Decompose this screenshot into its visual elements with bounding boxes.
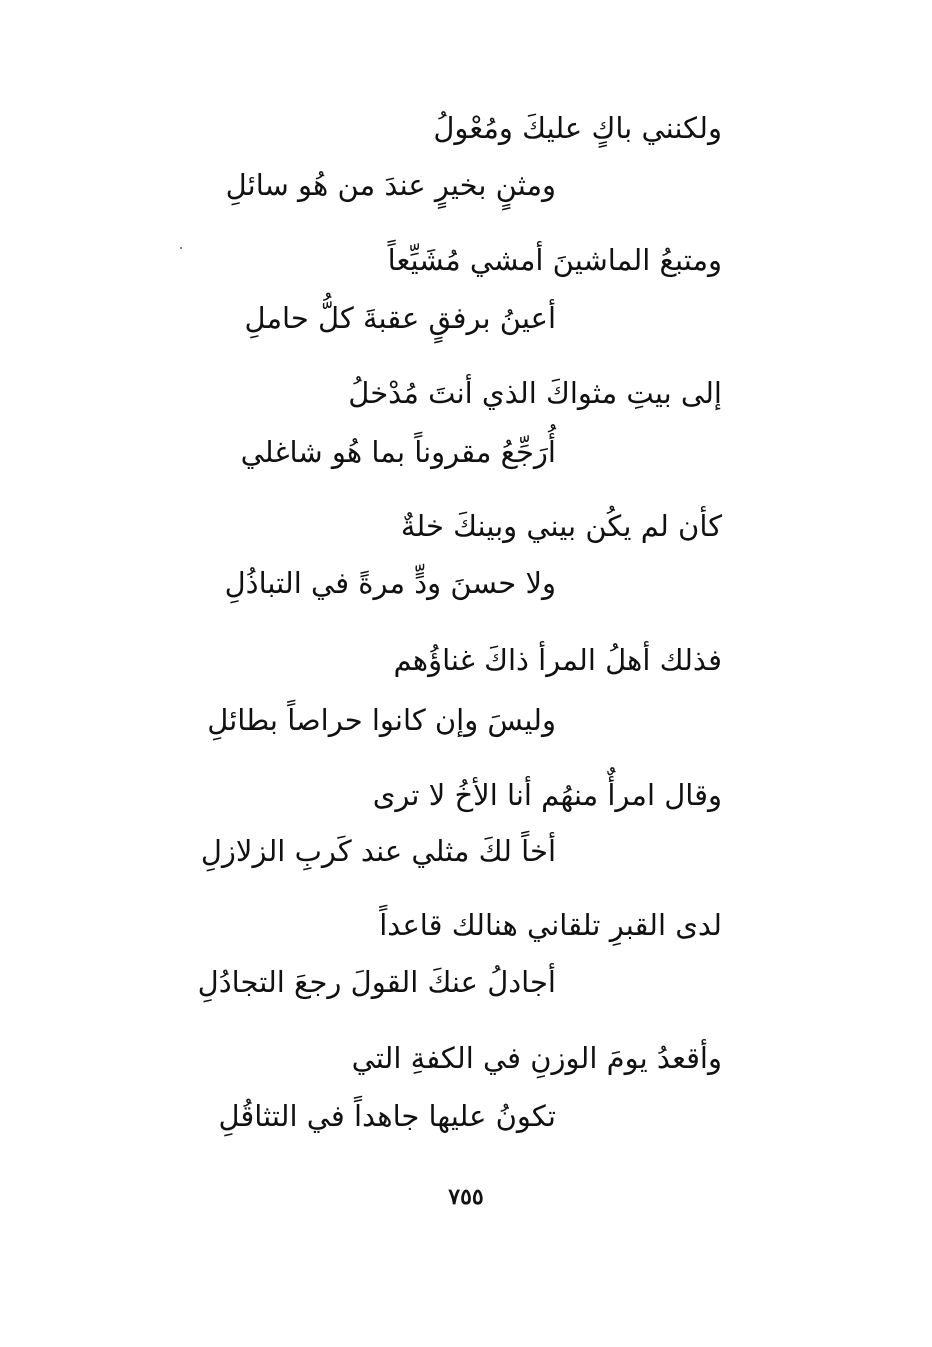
verse-2-second-hemistich: أعينُ برفقٍ عقبةَ كلُّ حاملِ <box>244 301 556 335</box>
verse-4-first-hemistich: كأن لم يكُن بيني وبينكَ خلةٌ <box>400 509 722 543</box>
verse-2-first-hemistich: ومتبعُ الماشينَ أمشي مُشَيِّعاً <box>387 243 722 277</box>
page-number: ٧٥٥ <box>448 1184 484 1210</box>
verse-5-second-hemistich: وليسَ وإن كانوا حراصاً بطائلِ <box>207 703 556 737</box>
verse-7-second-hemistich: أجادلُ عنكَ القولَ رجعَ التجادُلِ <box>197 965 556 999</box>
verse-7-first-hemistich: لدى القبرِ تلقاني هنالك قاعداً <box>379 908 722 942</box>
verse-6-second-hemistich: أخاً لكَ مثلي عند كَربِ الزلازلِ <box>200 834 556 868</box>
verse-8-second-hemistich: تكونُ عليها جاهداً في التثاقُلِ <box>218 1099 556 1133</box>
verse-4-second-hemistich: ولا حسنَ ودٍّ مرةً في التباذُلِ <box>224 566 556 600</box>
verse-3-first-hemistich: إلى بيتِ مثواكَ الذي أنتَ مُدْخلُ <box>348 376 722 410</box>
verse-5-first-hemistich: فذلك أهلُ المرأ ذاكَ غناؤُهم <box>393 643 722 677</box>
verse-1-second-hemistich: ومثنٍ بخيرٍ عندَ من هُو سائلِ <box>225 168 556 202</box>
verse-6-first-hemistich: وقال امرأٌ منهُم أنا الأخُ لا ترى <box>372 778 722 812</box>
verse-3-second-hemistich: أُرَجِّعُ مقروناً بما هُو شاغلي <box>240 435 556 469</box>
verse-8-first-hemistich: وأقعدُ يومَ الوزنِ في الكفةِ التي <box>351 1041 722 1075</box>
verse-1-first-hemistich: ولكنني باكٍ عليكَ ومُعْولُ <box>433 111 722 145</box>
speck-mark <box>180 247 182 249</box>
